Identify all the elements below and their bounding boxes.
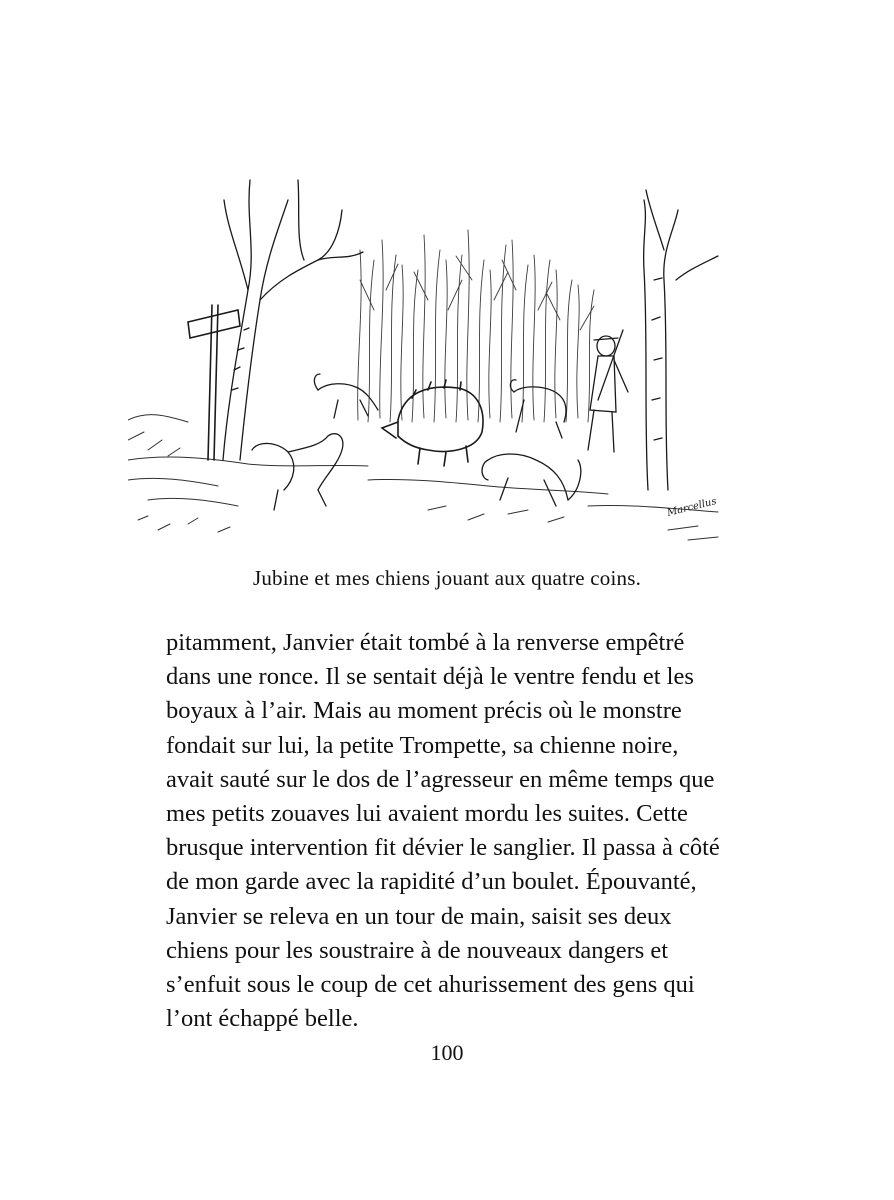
text-line: l’ont échappé belle. [166, 1005, 359, 1033]
text-line: brusque intervention fit dévier le sanglier. Il passa à côté [166, 834, 720, 862]
artist-signature: Marcellus [666, 496, 718, 519]
text-line: mes petits zouaves lui avaient mordu les suites. Cette [166, 800, 688, 828]
text-line: boyaux à l’air. Mais au moment précis où le monstre [166, 697, 682, 725]
hunting-scene-illustration [128, 160, 738, 552]
page-number: 100 [430, 1040, 464, 1065]
text-line: chiens pour les soustraire à de nouveaux dangers et [166, 936, 669, 964]
text-line: avait sauté sur le dos de l’agresseur en même temps que [166, 765, 715, 793]
text-line: pitamment, Janvier était tombé à la renverse empêtré [166, 629, 685, 656]
text-line: dans une ronce. Il se sentait déjà le ventre fendu et les [166, 663, 694, 691]
figure-caption: Jubine et mes chiens jouant aux quatre coins. [252, 566, 642, 590]
text-line: fondait sur lui, la petite Trompette, sa chienne noire, [166, 731, 679, 759]
text-line: de mon garde avec la rapidité d’un boulet. Épouvanté, [166, 868, 697, 896]
text-line: Janvier se releva en un tour de main, saisit ses deux [166, 902, 672, 930]
body-paragraph [166, 626, 732, 1036]
text-line: s’enfuit sous le coup de cet ahurissement des gens qui [166, 971, 695, 999]
